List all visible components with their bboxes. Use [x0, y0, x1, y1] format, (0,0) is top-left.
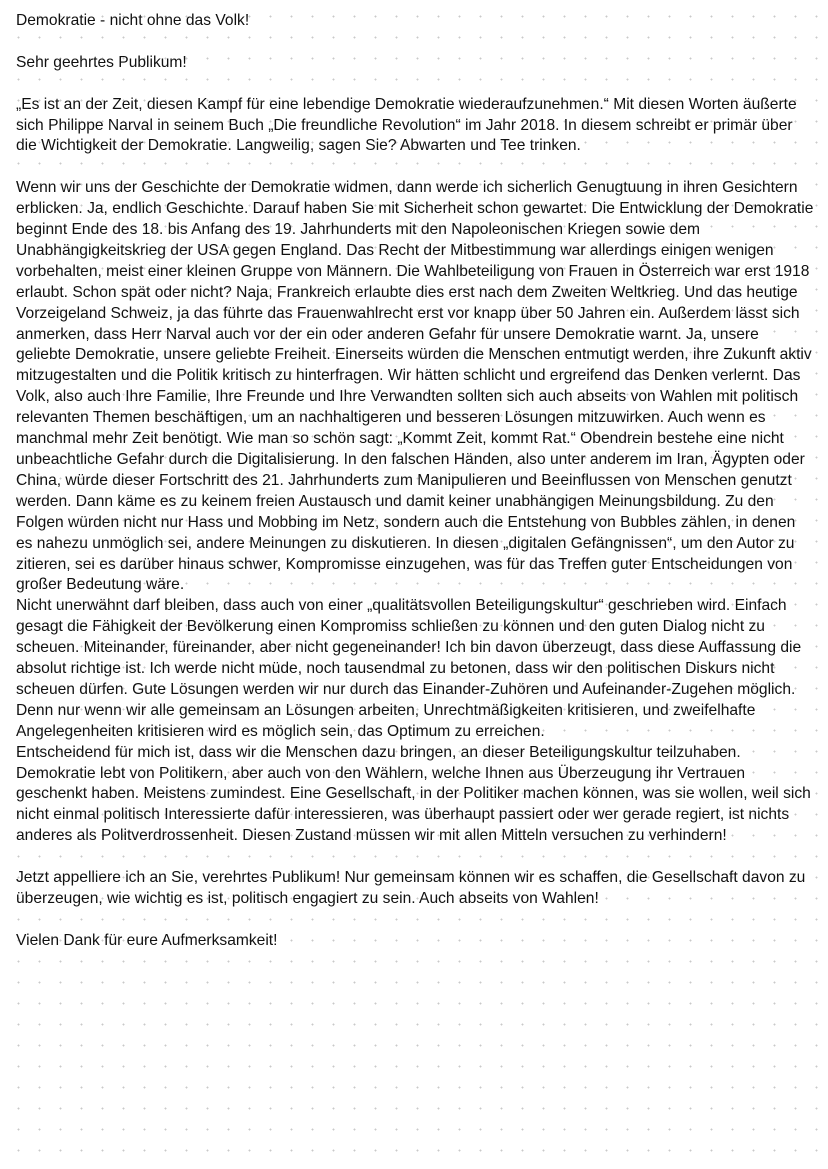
intro-paragraph: „Es ist an der Zeit, diesen Kampf für eine lebendige Demokratie wiederaufzunehmen.“ Mit diesen Worten äußerte sich Philippe Narval in seinem Buch „Die freundliche Revolution“ im Jahr 2018. In diesem schreibt er primär über die Wichtigkeit der Demokratie. Langweilig, sagen Sie? Abwarten und Tee trinken. — [16, 95, 797, 155]
participation-culture-paragraph: Nicht unerwähnt darf bleiben, dass auch von einer „qualitätsvollen Beteiligungskultur“ geschrieben wird. Einfach gesagt die Fähigkeit der Bevölkerung einen Kompromiss schließen zu können und den guten Dialog nicht zu scheuen. Miteinander, füreinander, aber nicht gegeneinander! Ich bin davon überzeugt, dass diese Auffassung die absolut richtige ist. Ich werde nicht müde, noch tausendmal zu betonen, dass wir den politischen Diskurs nicht scheuen dürfen. Gute Lösungen werden wir nur durch das Einander-Zuhören und Aufeinander-Zugehen möglich. Denn nur wenn wir alle gemeinsam an Lösungen arbeiten, Unrechtmäßigkeiten kritisieren, und zweifelhafte Angelegenheiten kritisieren wird es möglich sein, das Optimum zu erreichen. — [16, 597, 802, 740]
appeal-paragraph: Jetzt appelliere ich an Sie, verehrtes Publikum! Nur gemeinsam können wir es schaffen, die Gesellschaft davon zu überzeugen, wie wichtig es ist, politisch engagiert zu sein. Auch abseits von Wahlen! — [16, 869, 806, 907]
closing-line: Vielen Dank für eure Aufmerksamkeit! — [16, 931, 278, 949]
blank-line — [16, 32, 816, 53]
document-page — [16, 11, 816, 952]
blank-line — [16, 847, 816, 868]
blank-line — [16, 157, 816, 178]
blank-line — [16, 74, 816, 95]
decisive-paragraph: Entscheidend für mich ist, dass wir die Menschen dazu bringen, an dieser Beteiligungskultur teilzuhaben. Demokratie lebt von Politikern, aber auch von den Wählern, welche Ihnen aus Überzeugung ihr Vertrauen geschenkt haben. Meistens zumindest. Eine Gesellschaft, in der Politiker machen können, was sie wollen, weil sich nicht einmal politisch Interessierte dafür interessieren, was überhaupt passiert oder wer gerade regiert, ist nichts anderes als Politverdrossenheit. Diesen Zustand müssen wir mit allen Mitteln versuchen zu verhindern! — [16, 743, 811, 845]
document-title: Demokratie - nicht ohne das Volk! — [16, 12, 250, 29]
history-paragraph: Wenn wir uns der Geschichte der Demokratie widmen, dann werde ich sicherlich Genugtuung in ihren Gesichtern erblicken. Ja, endlich Geschichte. Darauf haben Sie mit Sicherheit schon gewartet. Die Entwicklung der Demokratie beginnt Ende des 18. bis Anfang des 19. Jahrhunderts mit den Napoleonischen Kriegen sowie dem Unabhängigkeitskrieg der USA gegen England. Das Recht der Mitbestimmung war allerdings einigen wenigen vorbehalten, meist einer kleinen Gruppe von Männern. Die Wahlbeteiligung von Frauen in Österreich war erst 1918 erlaubt. Schon spät oder nicht? Naja, Frankreich erlaubte dies erst nach dem Zweiten Weltkrieg. Und das heutige Vorzeigeland Schweiz, ja das führte das Frauenwahlrecht erst vor knapp über 50 Jahren ein. Außerdem lässt sich anmerken, dass Herr Narval auch vor der ein oder anderen Gefahr für unsere Demokratie warnt. Ja, unsere geliebte Demokratie, unsere geliebte Freiheit. Einerseits würden die Menschen entmutigt werden, ihre Zukunft aktiv mitzugestalten und die Politik kritisch zu hinterfragen. Wir hätten schlicht und ergreifend das Denken verlernt. Das Volk, also auch Ihre Familie, Ihre Freunde und Ihre Verwandten sollten sich auch abseits von Wahlen mit politisch relevanten Themen beschäftigen, um an nachhaltigeren und besseren Lösungen mitzuwirken. Auch wenn es manchmal mehr Zeit benötigt. Wie man so schön sagt: „Kommt Zeit, kommt Rat.“ Obendrein bestehe eine nicht unbeachtliche Gefahr durch die Digitalisierung. In den falschen Händen, also unter anderem im Iran, Ägypten oder China, würde dieser Fortschritt des 21. Jahrhunderts zum Manipulieren und Beeinflussen von Menschen genutzt werden. Dann käme es zu keinem freien Austausch und damit keiner unabhängigen Meinungsbildung. Zu den Folgen würden nicht nur Hass und Mobbing im Netz, sondern auch die Entstehung von Bubbles zählen, in denen es nahezu unmöglich sei, andere Meinungen zu diskutieren. In diesen „digitalen Gefängnissen“, um den Autor zu zitieren, sei es darüber hinaus schwer, Kompromisse einzugehen, was für das Treffen guter Entscheidungen von großer Bedeutung wäre. — [16, 179, 814, 594]
blank-line — [16, 910, 816, 931]
salutation: Sehr geehrtes Publikum! — [16, 53, 187, 71]
